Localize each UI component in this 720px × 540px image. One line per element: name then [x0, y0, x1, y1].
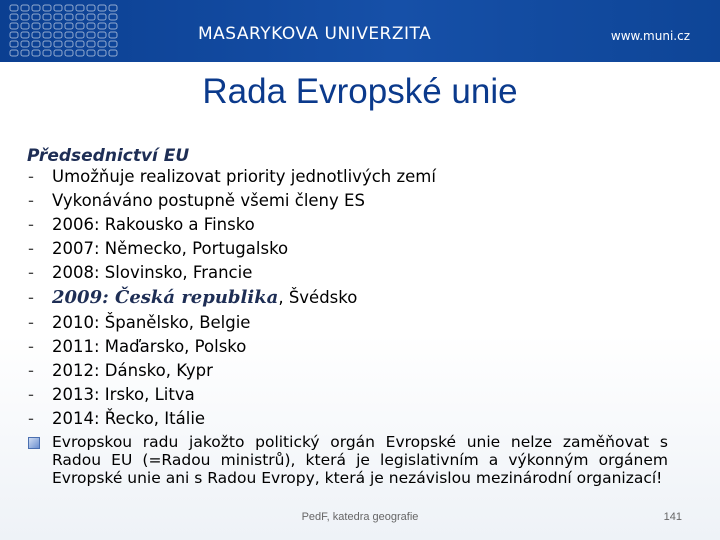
- logo-cell: [76, 50, 84, 56]
- list-item-text: Vykonáváno postupně všemi členy ES: [52, 191, 365, 210]
- logo-cell: [21, 41, 29, 47]
- logo-cell: [10, 41, 18, 47]
- logo-cell: [54, 50, 62, 56]
- list-item-highlight: [28, 285, 708, 311]
- dash-bullet: -: [28, 239, 34, 258]
- list-item-text: 2010: Španělsko, Belgie: [52, 313, 251, 332]
- logo-cell: [43, 14, 51, 20]
- logo-cell: [76, 23, 84, 29]
- list-item-text: 2007: Německo, Portugalsko: [52, 239, 289, 258]
- dash-bullet: -: [28, 385, 34, 404]
- logo-cell: [98, 32, 106, 38]
- list-item: [28, 335, 708, 359]
- list-item: [28, 407, 708, 431]
- logo-cell: [87, 50, 95, 56]
- logo-cell: [65, 50, 73, 56]
- logo-cell: [21, 23, 29, 29]
- page-number: 141: [663, 511, 682, 523]
- university-name: MASARYKOVA UNIVERZITA: [198, 24, 432, 44]
- highlight-text: 2009: Česká republika: [52, 287, 279, 308]
- list-item-text: 2012: Dánsko, Kypr: [52, 361, 213, 380]
- logo-cell: [10, 14, 18, 20]
- logo-cell: [87, 5, 95, 11]
- logo-cell: [32, 14, 40, 20]
- list-item-text: 2008: Slovinsko, Francie: [52, 263, 253, 282]
- logo-cell: [109, 5, 117, 11]
- list-item-text: , Švédsko: [278, 288, 358, 307]
- dash-bullet: -: [28, 337, 34, 356]
- logo-cell: [21, 50, 29, 56]
- logo-cell: [43, 23, 51, 29]
- list-item: [28, 237, 708, 261]
- logo-cell: [76, 5, 84, 11]
- logo-cell: [43, 41, 51, 47]
- list-item: [28, 189, 708, 213]
- logo-cell: [32, 32, 40, 38]
- logo-cell: [76, 14, 84, 20]
- dash-bullet: -: [28, 288, 34, 307]
- logo-cell: [65, 5, 73, 11]
- logo-cell: [109, 14, 117, 20]
- list-item-text: 2006: Rakousko a Finsko: [52, 215, 255, 234]
- list-item-text: 2011: Maďarsko, Polsko: [52, 337, 247, 356]
- presidency-list: [28, 165, 708, 431]
- logo-cell: [54, 32, 62, 38]
- logo-cell: [32, 23, 40, 29]
- logo-cell: [109, 50, 117, 56]
- dash-bullet: -: [28, 361, 34, 380]
- note-item: [28, 433, 668, 487]
- logo-cell: [109, 23, 117, 29]
- logo-cell: [21, 14, 29, 20]
- logo-cell: [87, 23, 95, 29]
- list-item-text: Umožňuje realizovat priority jednotlivých zemí: [52, 167, 436, 186]
- dash-bullet: -: [28, 215, 34, 234]
- logo-cell: [65, 32, 73, 38]
- logo-cell: [54, 41, 62, 47]
- logo-cell: [21, 5, 29, 11]
- logo-cell: [54, 14, 62, 20]
- logo-cell: [32, 5, 40, 11]
- logo-cell: [65, 23, 73, 29]
- logo-cell: [32, 50, 40, 56]
- logo-cell: [98, 14, 106, 20]
- square-bullet-icon: [28, 437, 40, 449]
- list-item: [28, 213, 708, 237]
- footer-text: PedF, katedra geografie: [301, 511, 419, 523]
- logo-cell: [76, 41, 84, 47]
- header-bar: [0, 0, 720, 62]
- logo-cell: [98, 23, 106, 29]
- logo-cell: [10, 5, 18, 11]
- dash-bullet: -: [28, 167, 34, 186]
- list-item: [28, 261, 708, 285]
- slide-subtitle: Předsednictví EU: [27, 146, 190, 166]
- note-text: Evropskou radu jakožto politický orgán Evropské unie nelze zaměňovat s Radou EU (=Radou ministrů), která je legislativním a výkonným orgánem Evropské unie ani s Radou Evropy, která je nezávislou mezinárodní organizací!: [52, 433, 668, 487]
- logo-cell: [10, 23, 18, 29]
- logo-cell: [98, 5, 106, 11]
- logo-cell: [32, 41, 40, 47]
- dash-bullet: -: [28, 409, 34, 428]
- logo-cell: [43, 5, 51, 11]
- dash-bullet: -: [28, 191, 34, 210]
- muni-logo-grid-icon: [8, 3, 168, 59]
- slide-title: Rada Evropské unie: [202, 72, 518, 111]
- logo-cell: [87, 32, 95, 38]
- logo-cell: [43, 32, 51, 38]
- list-item-text: 2014: Řecko, Itálie: [52, 409, 206, 428]
- logo-cell: [10, 32, 18, 38]
- logo-cell: [54, 23, 62, 29]
- list-item: [28, 165, 708, 189]
- website-link[interactable]: www.muni.cz: [610, 29, 690, 43]
- dash-bullet: -: [28, 313, 34, 332]
- dash-bullet: -: [28, 263, 34, 282]
- logo-cell: [109, 41, 117, 47]
- logo-cell: [98, 41, 106, 47]
- logo-cell: [76, 32, 84, 38]
- logo-cell: [43, 50, 51, 56]
- logo-cell: [87, 41, 95, 47]
- logo-cell: [65, 41, 73, 47]
- list-item: [28, 383, 708, 407]
- logo-cell: [54, 5, 62, 11]
- logo-cell: [10, 50, 18, 56]
- logo-cell: [21, 32, 29, 38]
- logo-cell: [109, 32, 117, 38]
- logo-cell: [65, 14, 73, 20]
- list-item: [28, 359, 708, 383]
- list-item: [28, 311, 708, 335]
- logo-cell: [98, 50, 106, 56]
- list-item-text: 2013: Irsko, Litva: [52, 385, 195, 404]
- logo-cell: [87, 14, 95, 20]
